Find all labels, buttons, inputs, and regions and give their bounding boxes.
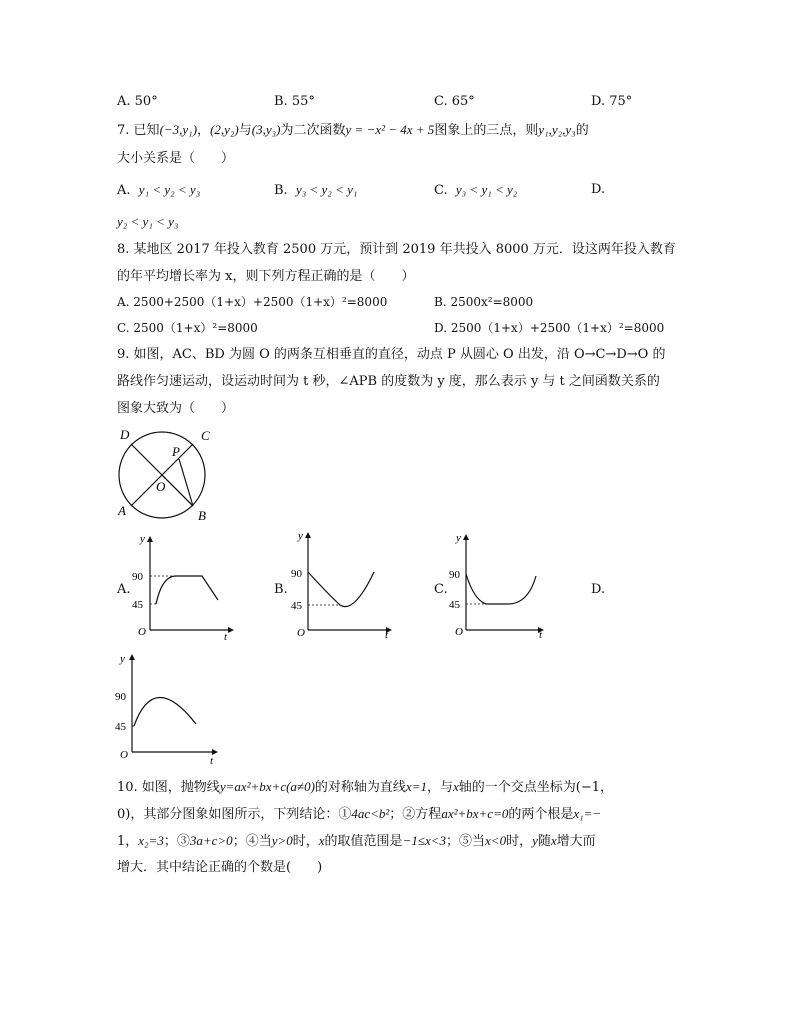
q8-option-c: C. 2500（1+x）²=8000: [117, 321, 258, 335]
q9-option-c-label: C.: [434, 582, 448, 597]
label-90: 90: [132, 571, 143, 583]
x-axis-arrow: [228, 627, 234, 633]
curve: [466, 574, 536, 604]
q9-circle-figure: [112, 425, 222, 525]
q10-line2: 0)，其部分图象如图所示，下列结论：①4ac<b²；②方程ax²+bx+c=0的两个根是x₁=−: [117, 806, 602, 822]
q9-option-b-label: B.: [274, 582, 288, 597]
y-axis-arrow: [129, 654, 135, 660]
y-axis-arrow: [463, 534, 469, 540]
label-90: 90: [115, 691, 126, 703]
q9-line3: 图象大致为（ ）: [117, 401, 235, 416]
q9-graph-d: [112, 650, 222, 765]
label-d: D: [120, 427, 130, 442]
label-t: t: [210, 755, 214, 765]
q7-vars: y₁,y₂,y₃: [538, 122, 576, 137]
q6-option-d: D. 75°: [591, 94, 633, 109]
label-a: A: [118, 503, 126, 518]
label-y: y: [140, 533, 145, 545]
q7-suffix: 图象上的三点，则: [434, 123, 539, 138]
label-origin: O: [297, 627, 305, 638]
label-y: y: [298, 530, 303, 542]
label-o: O: [156, 479, 166, 494]
label-y: y: [456, 532, 461, 544]
label-t: t: [385, 629, 389, 638]
y-axis-arrow: [147, 536, 153, 542]
q9-graph-c: [446, 530, 556, 640]
label-p: P: [172, 444, 180, 459]
q7-option-b: B. y₃ < y₂ < y₁: [274, 182, 358, 198]
q7-point2: (2,y₂): [210, 122, 239, 137]
q7-function: y = −x² − 4x + 5: [345, 122, 435, 137]
q10-line1: 10. 如图，抛物线y=ax²+bx+c(a≠0)的对称轴为直线x=1，与x轴的一个交点坐标为(−1，: [117, 779, 614, 795]
q9-line2: 路线作匀速运动，设运动时间为 t 秒，∠APB 的度数为 y 度，那么表示 y 与 t 之间函数关系的: [117, 374, 660, 389]
q8-option-d: D. 2500（1+x）+2500（1+x）²=8000: [434, 321, 665, 335]
q8-line1: 8. 某地区 2017 年投入教育 2500 万元，预计到 2019 年共投入 8000 万元．设这两年投入教育: [117, 242, 676, 257]
q7-point3: (3,y₃): [251, 122, 281, 137]
q7-option-a: A. y₁ < y₂ < y₃: [117, 182, 201, 198]
q7-option-d-expr: y₂ < y₁ < y₃: [117, 214, 179, 229]
label-t: t: [224, 631, 228, 642]
q9-graph-a: [130, 532, 240, 642]
curve: [134, 697, 196, 726]
q7-point1: (−3,y₁): [159, 122, 198, 137]
label-45: 45: [115, 721, 126, 733]
q7-join: 与: [238, 123, 252, 138]
label-45: 45: [291, 600, 302, 612]
q7-line2: 大小关系是（ ）: [117, 151, 235, 166]
q7-mid: 为二次函数: [280, 123, 346, 138]
q7-option-d-label: D.: [591, 182, 606, 197]
q9-graph-b: [288, 528, 398, 638]
q8-option-b: B. 2500x²=8000: [434, 295, 534, 309]
label-origin: O: [120, 749, 128, 761]
label-90: 90: [449, 569, 460, 581]
label-45: 45: [132, 599, 143, 611]
q7-prefix: 已知: [133, 123, 160, 138]
q7-tail: 的: [575, 123, 589, 138]
q7-option-c: C. y₃ < y₁ < y₂: [434, 182, 518, 198]
q7-line1: [117, 121, 589, 139]
q6-option-a: A. 50°: [117, 94, 158, 109]
q8-line2: 的年平均增长率为 x，则下列方程正确的是（ ）: [117, 269, 415, 284]
q7-number: 7.: [117, 123, 134, 138]
label-90: 90: [291, 568, 302, 580]
label-c: C: [201, 428, 210, 443]
q10-line3: 1，x₂=3；③3a+c>0；④当y>0时，x的取值范围是−1≤x<3；⑤当x<0时，y随x增大而: [117, 833, 596, 849]
q8-option-a: A. 2500+2500（1+x）+2500（1+x）²=8000: [117, 295, 388, 309]
q10-line4: 增大．其中结论正确的个数是( ): [117, 860, 323, 875]
y-axis-arrow: [305, 532, 311, 538]
label-y: y: [120, 653, 125, 665]
q7-sep: ，: [197, 123, 211, 138]
curve: [156, 576, 218, 604]
curve: [308, 572, 374, 607]
label-45: 45: [449, 599, 460, 611]
q9-option-a-label: A.: [117, 582, 131, 597]
q6-option-c: C. 65°: [434, 94, 475, 109]
q6-option-b: B. 55°: [274, 94, 315, 109]
label-t: t: [539, 629, 543, 640]
q9-line1: 9. 如图，AC、BD 为圆 O 的两条互相垂直的直径，动点 P 从圆心 O 出发，沿 O→C→D→O 的: [117, 347, 666, 362]
q9-option-d-label: D.: [591, 582, 606, 597]
label-b: B: [198, 508, 206, 523]
label-origin: O: [138, 626, 146, 638]
label-origin: O: [455, 626, 463, 638]
